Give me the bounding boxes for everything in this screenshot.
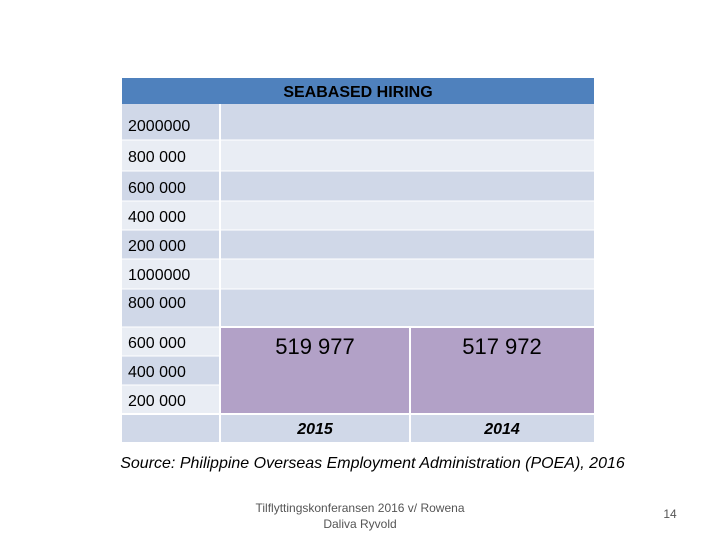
row-label: 200 000: [128, 393, 186, 410]
page-number: 14: [663, 507, 677, 521]
value-cells: [220, 327, 594, 414]
row-label: 600 000: [128, 180, 186, 197]
row-band: [122, 259, 594, 289]
row-band: [122, 201, 594, 230]
source-note: Source: Philippine Overseas Employment Administration (POEA), 2016: [120, 455, 625, 472]
footer-line-1: Tilflyttingskonferansen 2016 v/ Rowena: [255, 501, 465, 515]
footer-text: [250, 500, 470, 532]
row-band: [122, 140, 594, 171]
row-band: [122, 171, 594, 201]
row-label: 800 000: [128, 149, 186, 166]
year-label-2014: 2014: [484, 421, 520, 438]
value-label-2014: 517 972: [462, 334, 542, 359]
row-band: [122, 104, 594, 140]
row-label: 600 000: [128, 335, 186, 352]
row-label: 1000000: [128, 267, 191, 284]
row-label: 2000000: [128, 118, 191, 135]
year-label-2015: 2015: [297, 421, 333, 438]
row-band: [122, 230, 594, 259]
row-band: [122, 289, 594, 327]
year-row: [122, 414, 594, 442]
row-label: 800 000: [128, 295, 186, 312]
chart-title: SEABASED HIRING: [283, 84, 433, 101]
row-label: 400 000: [128, 209, 186, 226]
row-label: 200 000: [128, 238, 186, 255]
year-row-blank-cell: [122, 414, 220, 442]
row-label: 400 000: [128, 364, 186, 381]
footer-line-2: Daliva Ryvold: [323, 517, 397, 531]
value-label-2015: 519 977: [275, 334, 355, 359]
